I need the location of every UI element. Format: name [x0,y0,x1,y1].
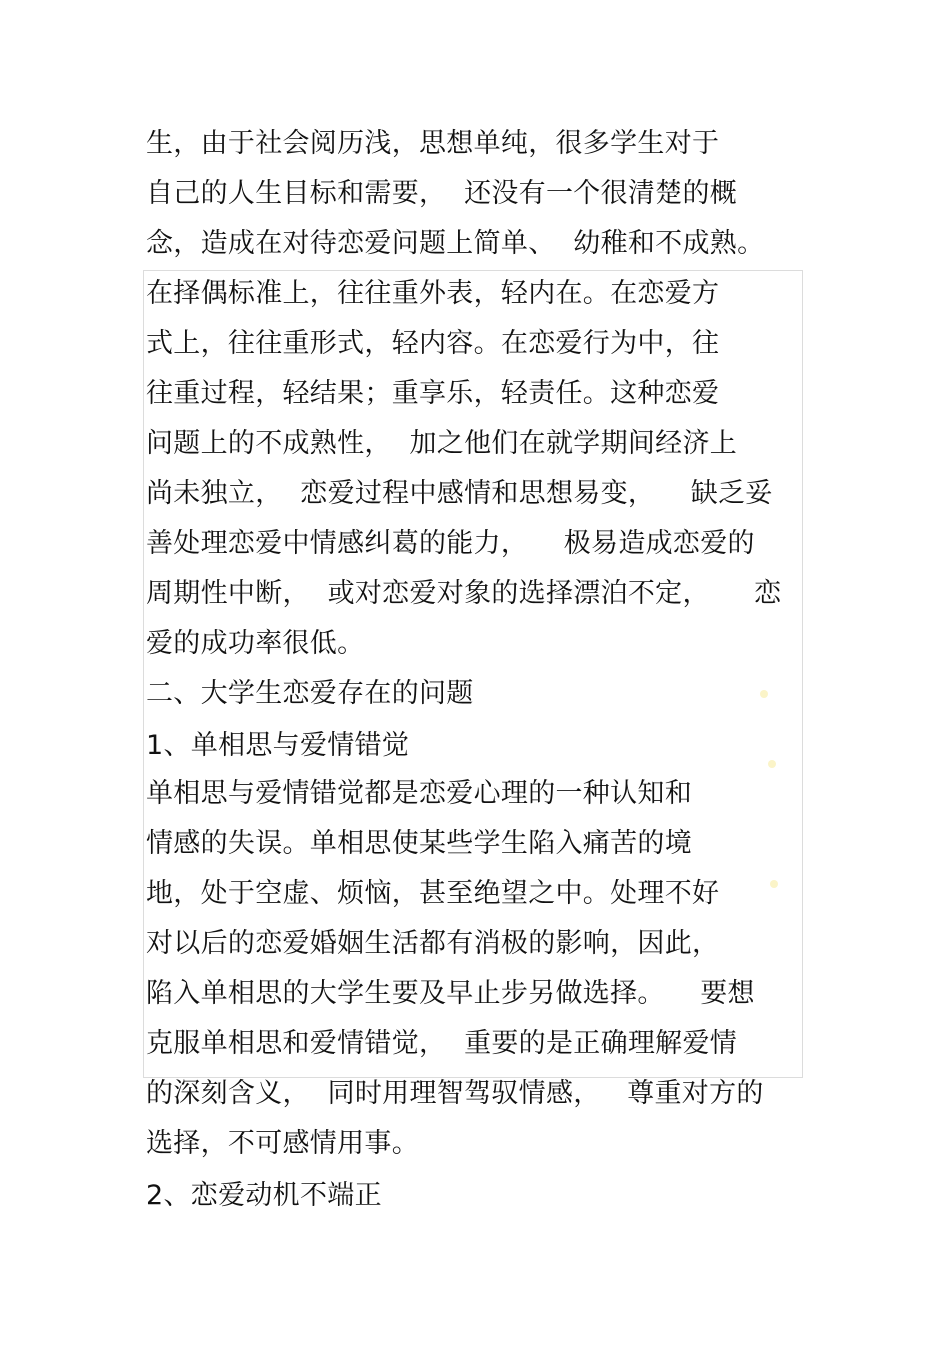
text-line: 陷入单相思的大学生要及早止步另做选择。 要想 [146,978,755,1009]
decorative-speck [760,690,768,698]
text-line: 选择，不可感情用事。 [146,1128,419,1159]
text-line: 问题上的不成熟性， 加之他们在就学期间经济上 [146,428,738,459]
decorative-speck [770,880,778,888]
text-line: 单相思与爱情错觉都是恋爱心理的一种认知和 [146,778,692,809]
text-line: 克服单相思和爱情错觉， 重要的是正确理解爱情 [146,1028,738,1059]
subsection-heading: 1、单相思与爱情错觉 [146,730,410,761]
text-line: 念，造成在对待恋爱问题上简单、 幼稚和不成熟。 [146,228,765,259]
text-line: 爱的成功率很低。 [146,628,365,659]
text-line: 在择偶标准上，往往重外表，轻内在。在恋爱方 [146,278,720,309]
text-line: 自己的人生目标和需要， 还没有一个很清楚的概 [146,178,738,209]
decorative-speck [768,760,776,768]
section-heading: 二、大学生恋爱存在的问题 [146,678,474,709]
text-line: 对以后的恋爱婚姻生活都有消极的影响，因此， [146,928,720,959]
text-line: 往重过程，轻结果；重享乐，轻责任。这种恋爱 [146,378,720,409]
text-line: 善处理恋爱中情感纠葛的能力， 极易造成恋爱的 [146,528,755,559]
subsection-heading: 2、恋爱动机不端正 [146,1180,382,1211]
text-line: 情感的失误。单相思使某些学生陷入痛苦的境 [146,828,692,859]
text-line: 尚未独立， 恋爱过程中感情和思想易变， 缺乏妥 [146,478,773,509]
text-line: 地，处于空虚、烦恼，甚至绝望之中。处理不好 [146,878,720,909]
text-line: 生，由于社会阅历浅，思想单纯，很多学生对于 [146,128,720,159]
text-line: 式上，往往重形式，轻内容。在恋爱行为中，往 [146,328,720,359]
text-line: 周期性中断， 或对恋爱对象的选择漂泊不定， 恋 [146,578,782,609]
text-line: 的深刻含义， 同时用理智驾驭情感， 尊重对方的 [146,1078,764,1109]
